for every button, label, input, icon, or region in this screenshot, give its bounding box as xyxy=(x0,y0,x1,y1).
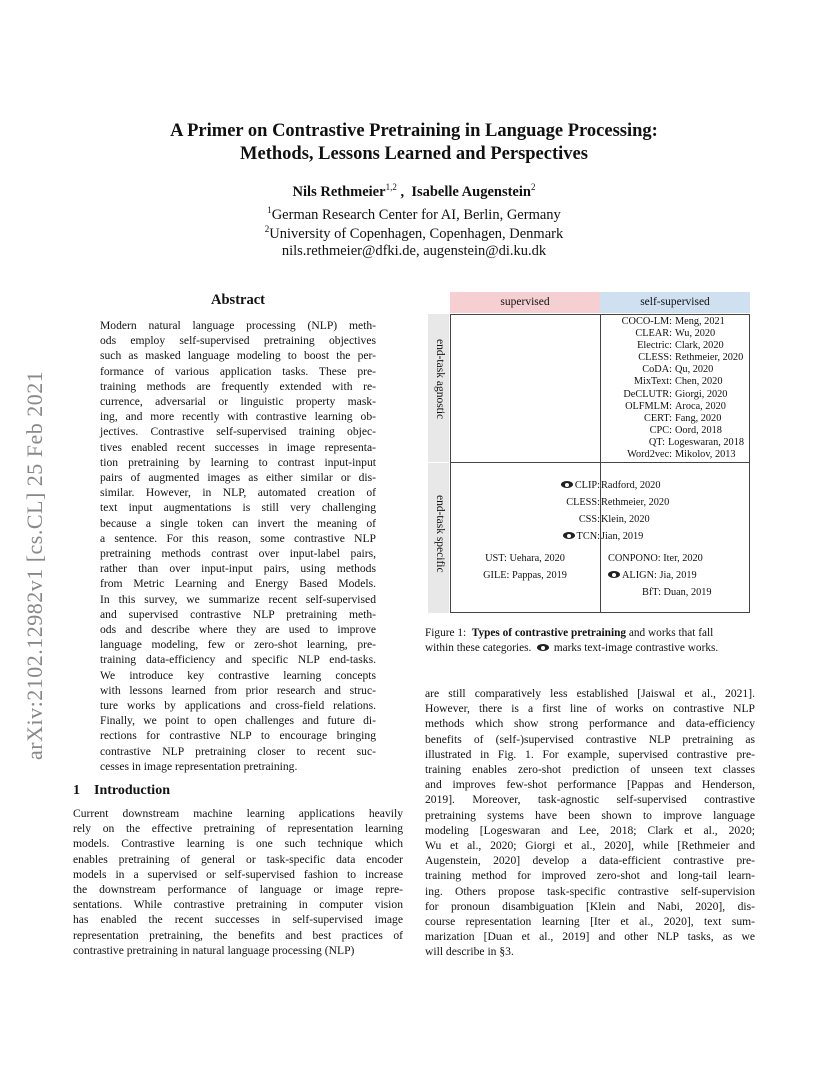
abstract-line: training data-efficiency and specific NLP end-tasks. xyxy=(100,653,376,667)
paper-title xyxy=(0,120,828,166)
abstract-line: formance of various application tasks. These pre- xyxy=(100,364,376,378)
figure-entry xyxy=(450,511,750,528)
abstract-line: rather than over input-input pairs, using methods xyxy=(100,562,376,576)
entry-reference: Logeswaran, 2018 xyxy=(667,436,744,448)
agnostic-self-supervised-list xyxy=(600,316,750,461)
specific-self-supervised-list xyxy=(600,550,750,601)
abstract-line: We introduce key contrastive learning concepts xyxy=(100,668,376,682)
abstract-line: a sentence. For this reason, some contrastive NLP xyxy=(100,531,376,545)
figure-caption xyxy=(425,626,757,656)
section-heading-introduction: 1 Introduction xyxy=(73,783,170,798)
caption-line xyxy=(425,641,757,656)
body-line: Wu et al., 2020; Giorgi et al., 2020], while [Rethmeier and xyxy=(425,839,755,853)
body-line: are still comparatively less established [Jaiswal et al., 2021]. xyxy=(425,687,755,700)
figure-entry xyxy=(450,477,750,494)
abstract-line: text input augmentations is still very challenging xyxy=(100,501,376,515)
entry-method: DeCLUTR: xyxy=(623,388,672,400)
entry-method: CoDA: xyxy=(642,364,672,376)
specific-both-list xyxy=(450,477,750,545)
introduction-line: Current downstream machine learning applications heavily xyxy=(73,807,403,820)
abstract-line: ture works by applications and cross-field relations. xyxy=(100,699,376,713)
abstract-line: and supervised contrastive NLP pretraining meth- xyxy=(100,607,376,621)
introduction-line: rely on the effective pretraining of representation learning xyxy=(73,822,403,836)
figure-entry xyxy=(450,494,750,511)
author-name: Isabelle Augenstein xyxy=(411,183,531,200)
caption-prefix: Figure 1: xyxy=(425,627,472,639)
entry-reference: Qu, 2020 xyxy=(675,364,714,376)
title-line: Methods, Lessons Learned and Perspectives xyxy=(240,144,588,164)
figure-entry xyxy=(600,437,750,449)
row-label-agnostic-cell xyxy=(428,314,449,462)
entry-reference: Fang, 2020 xyxy=(675,412,722,424)
entry-reference: Radford, 2020 xyxy=(601,480,661,491)
eye-icon xyxy=(537,644,549,651)
caption-bold: Types of contrastive pretraining xyxy=(471,627,627,639)
author-affil-mark: 1,2 xyxy=(385,182,397,192)
figure-entry xyxy=(600,316,750,328)
abstract-line: pretraining methods contrast over input-label pairs, xyxy=(100,547,376,561)
body-line: illustrated in Fig. 1. For example, supervised contrastive pre- xyxy=(425,747,755,761)
figure-entry xyxy=(600,389,750,401)
body-line: and improves few-shot performance [Pappas and Henderson, xyxy=(425,778,755,792)
entry-method: CLIP: xyxy=(574,480,600,491)
entry-text: ALIGN: Jia, 2019 xyxy=(622,570,697,581)
entry-method: CLEAR: xyxy=(635,328,672,340)
affiliation-text: University of Copenhagen, Copenhagen, Denmark xyxy=(269,225,564,242)
body-line: pretraining systems have been shown to improve language xyxy=(425,808,755,822)
caption-line xyxy=(425,626,757,641)
entry-reference: Rethmeier, 2020 xyxy=(601,497,670,508)
entry-method: CLESS: xyxy=(566,497,600,508)
abstract-line: because a single token can invert the meaning of xyxy=(100,516,376,530)
body-line: 2019]. Moreover, task-agnostic self-supervised contrastive xyxy=(425,793,755,807)
caption-text: marks text-image contrastive works. xyxy=(551,642,719,654)
abstract-line: training methods are frequently extended with re- xyxy=(100,379,376,393)
title-line: A Primer on Contrastive Pretraining in Language Processing: xyxy=(170,121,658,141)
entry-method: QT: xyxy=(648,436,665,448)
affiliation xyxy=(0,224,828,243)
body-line: However, there is a first line of works on contrastive NLP xyxy=(425,702,755,716)
figure-entry xyxy=(600,352,750,364)
entry-reference: Wu, 2020 xyxy=(675,328,716,340)
affiliation xyxy=(0,205,828,224)
figure-entry xyxy=(600,401,750,413)
entry-reference: Jian, 2019 xyxy=(601,531,644,542)
entry-method: OLFMLM: xyxy=(625,400,672,412)
affiliation-text: German Research Center for AI, Berlin, Germany xyxy=(271,206,561,223)
abstract-line: language modeling, few or zero-shot learning, pre- xyxy=(100,638,376,652)
grid-divider-horizontal xyxy=(450,462,750,463)
figure-entry xyxy=(600,376,750,388)
author-list xyxy=(0,182,828,201)
body-line: will describe in §3. xyxy=(425,945,514,959)
caption-text: and works that fall xyxy=(626,627,714,639)
caption-text: within these categories. xyxy=(425,642,537,654)
abstract-line: tives enabled recent successes in image representa- xyxy=(100,440,376,454)
entry-reference: Giorgi, 2020 xyxy=(675,388,728,400)
figure-entry: UST: Uehara, 2020 xyxy=(485,553,565,564)
abstract-line: In this survey, we summarize recent self-supervised xyxy=(100,592,376,606)
abstract-line: tion pretraining by learning to contrast input-input xyxy=(100,455,376,469)
author-name: Nils Rethmeier xyxy=(292,183,386,200)
entry-reference: Rethmeier, 2020 xyxy=(675,352,744,364)
abstract-line: such as masked language modeling to boost the per- xyxy=(100,349,376,363)
figure-entry xyxy=(450,528,750,545)
eye-icon xyxy=(608,571,620,578)
header-supervised-label: supervised xyxy=(500,296,550,308)
introduction-line: has enabled the recent successes in self-supervised image xyxy=(73,913,403,927)
figure-entry xyxy=(600,449,750,461)
right-column-body xyxy=(425,686,755,960)
body-line: marization [Duan et al., 2019] and other NLP tasks, as we xyxy=(425,930,755,944)
entry-reference: Clark, 2020 xyxy=(675,340,724,352)
figure-1 xyxy=(428,292,753,614)
introduction-line: enables pretraining of general or task-specific data encoder xyxy=(73,852,403,866)
body-line: training enables zero-shot prediction of unseen text classes xyxy=(425,763,755,777)
introduction-body xyxy=(73,806,403,958)
body-line: modeling [Logeswaran and Lee, 2018; Clark et al., 2020; xyxy=(425,823,755,837)
figure-entry xyxy=(600,328,750,340)
figure-entry xyxy=(600,413,750,425)
header-self-supervised-label: self-supervised xyxy=(640,296,710,308)
introduction-line: representation pretraining, the benefits and best practices of xyxy=(73,928,403,942)
entry-method: Word2vec: xyxy=(627,449,672,461)
header-supervised-cell xyxy=(450,292,600,313)
figure-entry xyxy=(600,567,750,584)
entry-method: Electric: xyxy=(637,340,672,352)
figure-entry xyxy=(600,364,750,376)
header-self-supervised-cell xyxy=(600,292,750,313)
abstract-line: from Metric Learning and Energy Based Models. xyxy=(100,577,376,591)
entry-method: CSS: xyxy=(578,514,600,525)
abstract-line: cesses in image representation pretraining. xyxy=(100,759,298,773)
introduction-line: models. Contrastive learning is one such technique which xyxy=(73,837,403,851)
author-affil-mark: 2 xyxy=(530,182,536,192)
abstract-line: contrastive NLP pretraining closer to recent suc- xyxy=(100,744,376,758)
entry-method: TCN: xyxy=(576,531,600,542)
eye-icon xyxy=(561,481,573,488)
entry-reference: Meng, 2021 xyxy=(675,316,725,327)
body-line: Augenstein, 2020] develop a data-efficient contrastive pre- xyxy=(425,854,755,868)
abstract-line: with lessons learned from prior research and struc- xyxy=(100,683,376,697)
body-line: course representation learning [Iter et al., 2020], text sum- xyxy=(425,915,755,929)
entry-reference: Aroca, 2020 xyxy=(675,400,726,412)
author-emails: nils.rethmeier@dfki.de, augenstein@di.ku.dk xyxy=(281,243,547,259)
abstract-line: jectives. Contrastive self-supervised training objec- xyxy=(100,425,376,439)
author-separator: , xyxy=(396,183,412,200)
abstract-line: currence, adversarial or linguistic property mask- xyxy=(100,395,376,409)
abstract-line: ing, and more recently with contrastive learning ob- xyxy=(100,410,376,424)
entry-method: CLESS: xyxy=(638,352,672,364)
figure-entry: GILE: Pappas, 2019 xyxy=(483,570,567,581)
abstract-line: Finally, we point to open challenges and future di- xyxy=(100,714,376,728)
body-line: benefits of (self-)supervised contrastive NLP pretraining as xyxy=(425,732,755,746)
body-line: ing. Others propose task-specific contrastive self-supervision xyxy=(425,884,755,898)
specific-supervised-list xyxy=(450,550,600,584)
eye-icon xyxy=(563,532,575,539)
row-label-agnostic: end-task agnostic xyxy=(434,339,446,420)
introduction-line: models in a supervised or self-supervised fashion to increase xyxy=(73,867,403,881)
entry-reference: Klein, 2020 xyxy=(601,514,650,525)
entry-reference: Mikolov, 2013 xyxy=(675,449,736,461)
abstract-heading: Abstract xyxy=(211,292,265,308)
arxiv-stamp: arXiv:2102.12982v1 [cs.CL] 25 Feb 2021 xyxy=(22,370,47,760)
figure-entry xyxy=(600,340,750,352)
entry-reference: Chen, 2020 xyxy=(675,376,723,388)
abstract-line: rections for contrastive NLP to encourage bringing xyxy=(100,729,376,743)
figure-entry xyxy=(600,425,750,437)
abstract-line: pairs of augmented images as either similar or dis- xyxy=(100,471,376,485)
abstract-body xyxy=(100,318,376,774)
abstract-line: ods employ self-supervised pretraining objectives xyxy=(100,334,376,348)
affiliation-mark: 1 xyxy=(267,205,272,215)
entry-method: CERT: xyxy=(643,412,672,424)
row-label-specific: end-task specific xyxy=(434,495,446,573)
abstract-line: Modern natural language processing (NLP) meth- xyxy=(100,319,376,332)
row-label-specific-cell xyxy=(428,463,449,613)
introduction-line: the downstream performance of language or image repre- xyxy=(73,883,403,897)
entry-method: MixText: xyxy=(633,376,672,388)
body-line: methods which show strong performance and data-efficiency xyxy=(425,717,755,731)
body-line: training method for improved zero-shot and long-tail learn- xyxy=(425,869,755,883)
figure-entry xyxy=(600,584,750,601)
abstract-line: similar. However, in NLP, automated creation of xyxy=(100,486,376,500)
entry-method: CPC: xyxy=(649,424,672,436)
abstract-line: ods and describe where they are used to improve xyxy=(100,623,376,637)
entry-text: CONPONO: Iter, 2020 xyxy=(608,553,703,564)
entry-reference: Oord, 2018 xyxy=(675,424,722,436)
introduction-line: sentations. While contrastive pretraining in computer vision xyxy=(73,898,403,912)
entry-text: BfT: Duan, 2019 xyxy=(642,587,712,598)
affiliation-mark: 2 xyxy=(264,224,270,234)
body-line: for pronoun disambiguation [Klein and Nabi, 2020], dis- xyxy=(425,899,755,913)
introduction-line: contrastive pretraining in natural language processing (NLP) xyxy=(73,943,355,957)
entry-method: COCO-LM: xyxy=(621,316,672,327)
figure-entry xyxy=(600,550,750,567)
